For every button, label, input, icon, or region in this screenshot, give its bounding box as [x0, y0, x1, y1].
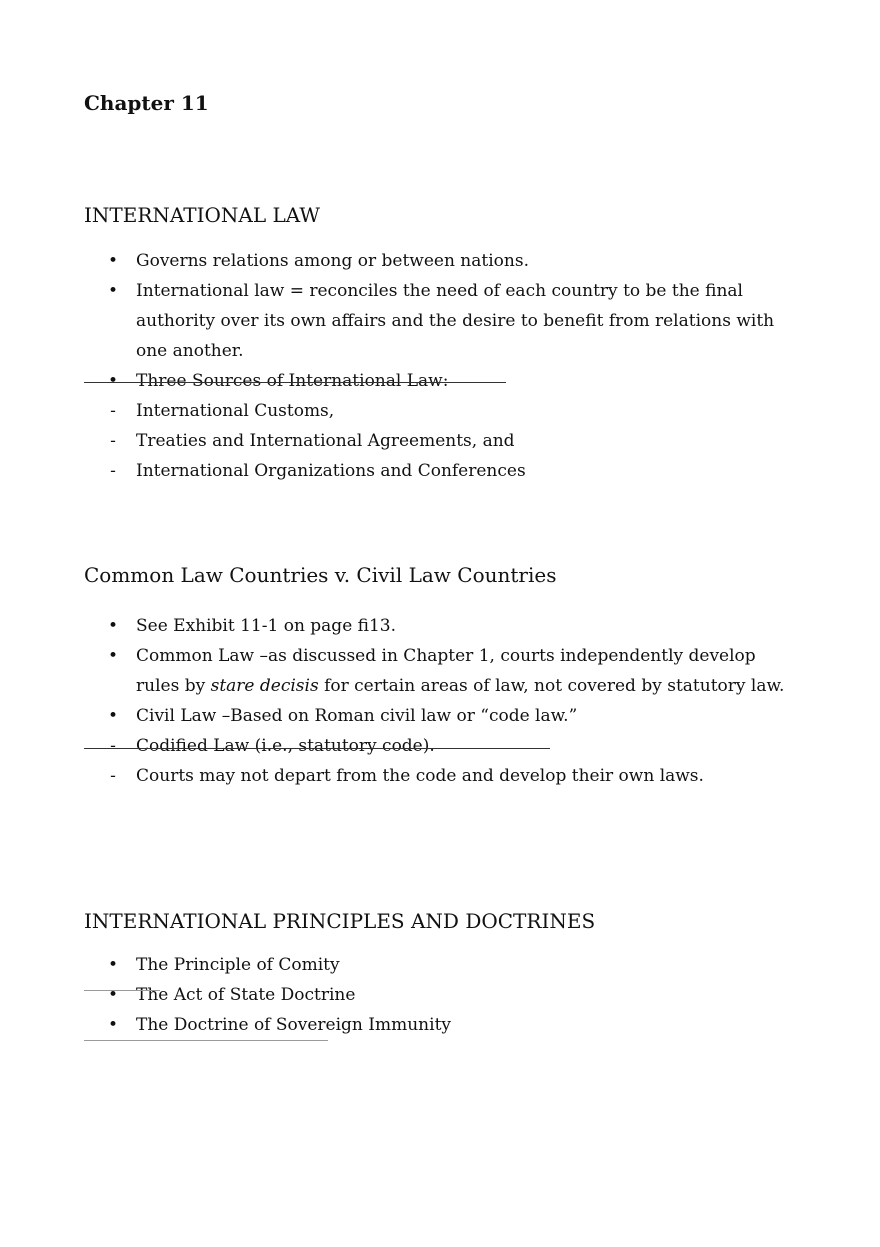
list-item: Civil Law –Based on Roman civil law or “code law.” — [136, 706, 578, 726]
list-item: The Doctrine of Sovereign Immunity — [136, 1015, 452, 1035]
bullet-marker: • — [107, 371, 119, 391]
list-item: International law = reconciles the need of each country to be the final — [136, 281, 743, 301]
dash-marker: - — [110, 736, 116, 756]
bullet-marker: • — [107, 281, 119, 301]
strikethrough-line — [84, 382, 506, 383]
underline-mark — [84, 1040, 328, 1041]
list-item: See Exhibit 11-1 on page fi13. — [136, 616, 397, 636]
dash-marker: - — [110, 461, 116, 481]
sub-list-item: Courts may not depart from the code and develop their own laws. — [136, 766, 704, 786]
sub-list-item: International Customs, — [136, 401, 335, 421]
bullet-marker: • — [107, 706, 119, 726]
bullet-marker: • — [107, 646, 119, 666]
continuation-prefix: rules by — [136, 676, 211, 696]
bullet-marker: • — [107, 955, 119, 975]
bullet-marker: • — [107, 251, 119, 271]
list-item: Common Law –as discussed in Chapter 1, courts independently develop — [136, 646, 756, 666]
list-item-continuation — [136, 671, 784, 701]
sub-list-item: Codified Law (i.e., statutory code). — [136, 736, 435, 756]
section-heading-common-vs-civil-law: Common Law Countries v. Civil Law Countries — [84, 563, 557, 587]
bullet-marker: • — [107, 985, 119, 1005]
sub-list-item: International Organizations and Conferences — [136, 461, 526, 481]
page-title: Chapter 11 — [84, 91, 209, 115]
list-item: The Principle of Comity — [136, 955, 340, 975]
bullet-marker: • — [107, 1015, 119, 1035]
strikethrough-line — [84, 748, 550, 749]
dash-marker: - — [110, 431, 116, 451]
section-heading-principles-doctrines: INTERNATIONAL PRINCIPLES AND DOCTRINES — [84, 909, 596, 933]
list-item: The Act of State Doctrine — [136, 985, 356, 1005]
underline-mark — [84, 990, 160, 991]
continuation-suffix: for certain areas of law, not covered by statutory law. — [318, 676, 785, 696]
section-heading-international-law: INTERNATIONAL LAW — [84, 203, 320, 227]
dash-marker: - — [110, 766, 116, 786]
sub-list-item: Treaties and International Agreements, and — [136, 431, 515, 451]
list-item-continuation: authority over its own affairs and the desire to benefit from relations with — [136, 311, 775, 331]
bullet-marker: • — [107, 616, 119, 636]
dash-marker: - — [110, 401, 116, 421]
list-item: Three Sources of International Law: — [136, 371, 449, 391]
italic-term: stare decisis — [210, 676, 319, 696]
list-item-continuation: one another. — [136, 341, 244, 361]
list-item: Governs relations among or between nations. — [136, 251, 529, 271]
